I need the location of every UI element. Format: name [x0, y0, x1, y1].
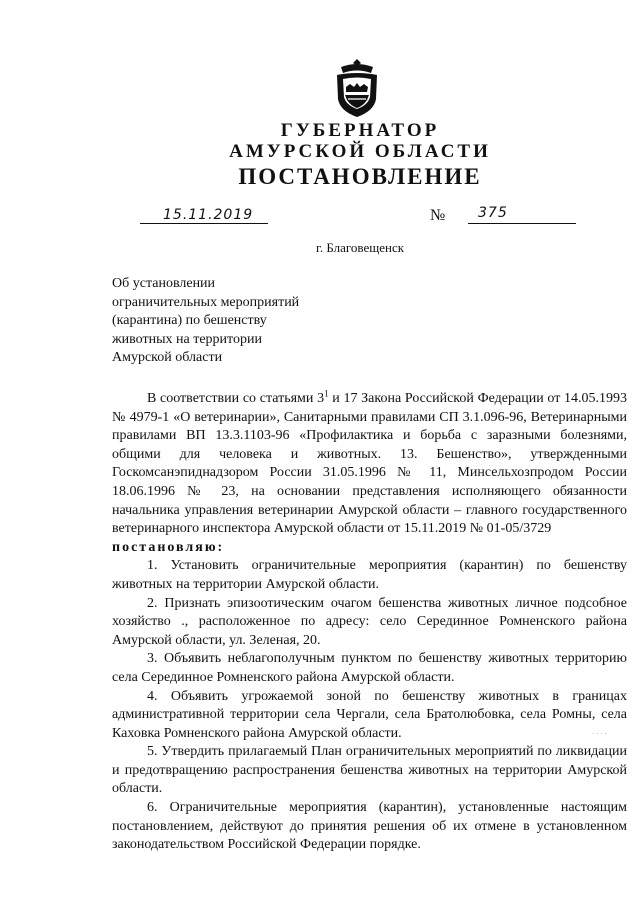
subject-line: Амурской области: [112, 350, 223, 365]
article-superscript: 1: [324, 388, 329, 399]
preamble-text-b: и 17 Закона Российской Федерации от 14.05.1993 № 4979-1 «О ветеринарии», Санитарными правилами СП 3.1.096-96, Ветеринарными правилами ВП 13.3.1103-96 «Профилактика и борьба с заразными болезнями, общими для человека и животных. 13. Бешенство», утвержденными Госкомсанэпиднадзором России 31.05.1996 № 11, Минсельхозпродом России 18.06.1996 № 23, на основании представления исполняющего обязанности начальника управления ветеринарии Амурской области – главного государственного ветеринарного инспектора Амурской области от 15.11.2019 № 01-05/3729: [112, 391, 628, 537]
preamble-text-a: В соответствии со статьями 3: [147, 391, 325, 406]
header-governor: ГУБЕРНАТОР: [280, 120, 440, 141]
document-date: 15.11.2019: [163, 207, 254, 223]
document-number: 375: [478, 205, 508, 221]
decree-item: 5. Утвердить прилагаемый План ограничительных мероприятий по ликвидации и предотвращению распространения бешенства животных на территории Амурской области.: [112, 744, 627, 797]
coat-of-arms-emblem-icon: [333, 57, 381, 119]
subject-line: (карантина) по бешенству: [112, 313, 267, 328]
number-sign: №: [430, 207, 446, 224]
preamble-paragraph: [112, 390, 627, 539]
number-underline: [468, 223, 576, 224]
document-type-title: ПОСТАНОВЛЕНИЕ: [238, 164, 482, 189]
header-region: АМУРСКОЙ ОБЛАСТИ: [229, 141, 491, 162]
decree-item: 1. Установить ограничительные мероприятия (карантин) по бешенству животных на территории Амурской области.: [112, 558, 627, 592]
city-label: г. Благовещенск: [315, 240, 405, 255]
subject-line: ограничительных мероприятий: [112, 294, 300, 310]
document-subject: [112, 275, 299, 368]
faint-mark: · · · ·: [592, 730, 607, 738]
document-body: [112, 390, 627, 855]
decree-item: 4. Объявить угрожаемой зоной по бешенству животных в границах административной территории села Чергали, села Братолюбовка, села Ромны, села Каховка Ромненского района Амурской области.: [112, 688, 627, 741]
decree-word: постановляю:: [112, 539, 225, 555]
subject-line: животных на территории: [112, 331, 262, 347]
decree-item: 3. Объявить неблагополучным пунктом по бешенству животных территорию села Серединное Ромненского района Амурской области.: [112, 651, 627, 685]
decree-item: 2. Признать эпизоотическим очагом бешенства животных личное подсобное хозяйство ., расположенное по адресу: село Серединное Ромненского района Амурской области, ул. Зеленая, 20.: [112, 595, 627, 648]
subject-line: Об установлении: [112, 276, 216, 291]
date-underline: [140, 223, 268, 224]
decree-item: 6. Ограничительные мероприятия (карантин), установленные настоящим постановлением, действуют до принятия решения об их отмене в установленном законодательством Российской Федерации порядке.: [112, 800, 627, 853]
